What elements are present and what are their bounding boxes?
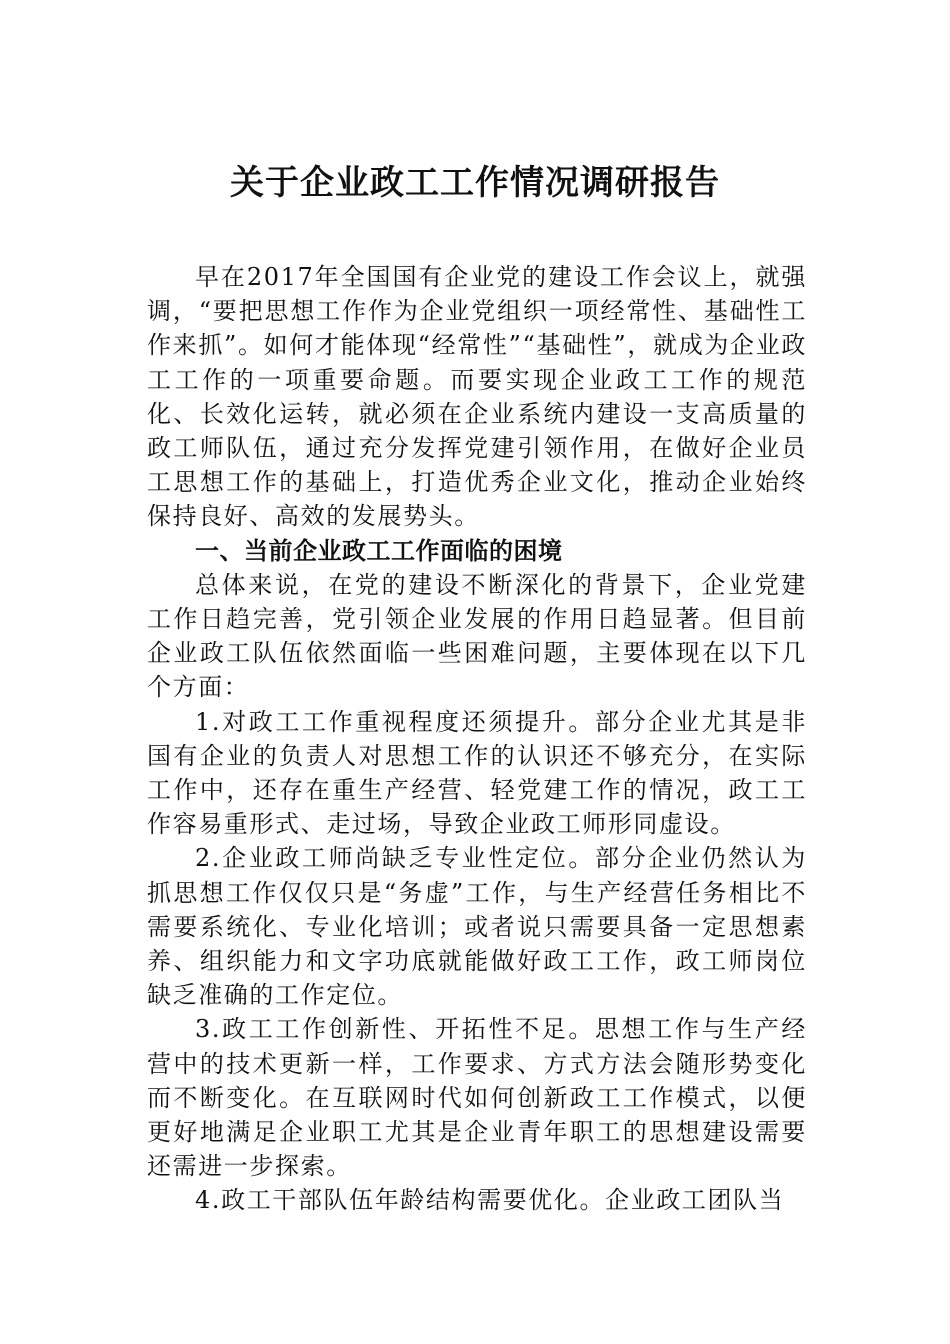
list-item xyxy=(147,1012,807,1183)
list-item xyxy=(147,841,807,1012)
item-text: 企业政工团队当 xyxy=(605,1186,785,1215)
section-summary-paragraph: 总体来说，在党的建设不断深化的背景下，企业党建工作日趋完善，党引领企业发展的作用日趋显著。但目前企业政工队伍依然面临一些困难问题，主要体现在以下几个方面： xyxy=(147,570,807,702)
document-title: 关于企业政工工作情况调研报告 xyxy=(230,163,720,203)
item-lead: 3.政工工作创新性、开拓性不足。 xyxy=(195,1015,595,1044)
list-item xyxy=(147,705,807,842)
item-text: 部分企业尤其是非国有企业的负责人对思想工作的认识还不够充分，在实际工作中，还存在重生产经营、轻党建工作的情况，政工工作容易重形式、走过场，导致企业政工师形同虚设。 xyxy=(147,707,807,839)
intro-paragraph: 早在2017年全国国有企业党的建设工作会议上，就强调，“要把思想工作作为企业党组织一项经常性、基础性工作来抓”。如何才能体现“经常性”“基础性”，就成为企业政工工作的一项重要命题。而要实现企业政工工作的规范化、长效化运转，就必须在企业系统内建设一支高质量的政工师队伍，通过充分发挥党建引领作用，在做好企业员工思想工作的基础上，打造优秀企业文化，推动企业始终保持良好、高效的发展势头。 xyxy=(147,263,807,531)
section-heading: 一、当前企业政工工作面临的困境 xyxy=(195,536,563,565)
item-lead: 2.企业政工师尚缺乏专业性定位。 xyxy=(195,844,595,873)
item-text: 部分企业仍然认为抓思想工作仅仅只是“务虚”工作，与生产经营任务相比不需要系统化、专业化培训；或者说只需要具备一定思想素养、组织能力和文字功底就能做好政工工作，政工师岗位缺乏准确的工作定位。 xyxy=(147,844,807,1010)
document-body xyxy=(147,260,807,1218)
item-lead: 4.政工干部队伍年龄结构需要优化。 xyxy=(195,1186,606,1215)
item-lead: 1.对政工工作重视程度还须提升。 xyxy=(195,707,595,736)
list-item xyxy=(147,1183,807,1217)
item-text: 思想工作与生产经营中的技术更新一样，工作要求、方式方法会随形势变化而不断变化。在互联网时代如何创新政工工作模式，以便更好地满足企业职工尤其是企业青年职工的思想建设需要还需进一步探索。 xyxy=(147,1015,807,1181)
